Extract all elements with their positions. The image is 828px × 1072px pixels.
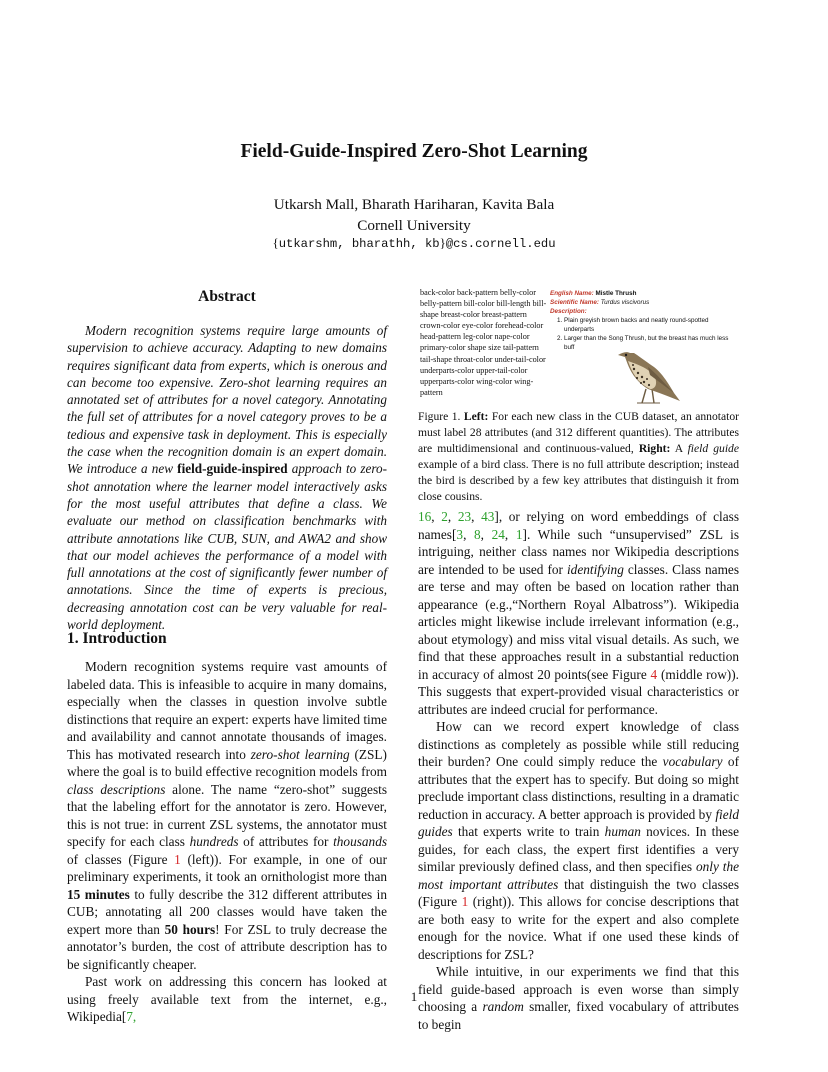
citation-link[interactable]: 2: [441, 509, 448, 524]
text-run: Past work on addressing this concern has looked at using freely available text from the internet, e.g., Wikipedia[: [67, 974, 387, 1024]
emphasis: field guides: [418, 806, 739, 839]
email-brace-close: }: [439, 235, 446, 250]
text-run: ! For ZSL to truly decrease the annotator’s burden, the cost of attribute description has to be significantly cheaper.: [67, 921, 387, 972]
english-name-label: English Name:: [550, 290, 594, 297]
emphasis: only the most important attributes: [418, 859, 739, 892]
description-item: 2. Larger than the Song Thrush, but the breast has much less buff: [564, 334, 740, 352]
email-names: utkarshm, bharathh, kb: [278, 237, 440, 251]
caption-right-text: A: [670, 442, 688, 455]
abstract-text-1: Modern recognition systems require large amounts of supervision to achieve accuracy. Adapting to new domains requires significant data from experts, which is onerous and can become too expensive. Zero-shot learning requires an annotated set of attributes for a novel category. Annotating the full set of attributes for a novel category proves to be a tedious and expensive task in deployment. This is especially the case when the recognition domain is an expert domain. We introduce a new: [67, 323, 387, 477]
thrush-bird-illustration: [608, 339, 683, 407]
abstract-heading: Abstract: [198, 288, 256, 305]
right-paragraph-2: [418, 718, 739, 963]
text-run: that experts write to train: [452, 824, 605, 839]
abstract-body: [67, 322, 387, 633]
text-run: alone. The name “zero-shot” suggests that the labeling effort for the annotator is zero. However, this is not true: in current ZSL systems, the annotator must specify for each class: [67, 781, 387, 849]
text-run: (middle row)). This suggests that expert-provided visual characteristics or attributes are indeed crucial for performance.: [418, 666, 739, 717]
text-run: (right)). This allows for concise descriptions that are both easy to write for the expert and also complete enough for the novice. What if one used these kinds of descriptions for ZSL?: [418, 894, 739, 962]
figure-1-caption: [418, 409, 739, 505]
paper-title: Field-Guide-Inspired Zero-Shot Learning: [240, 141, 588, 162]
caption-right-label: Right:: [638, 442, 671, 455]
figure-1: [418, 287, 740, 409]
text-run: While intuitive, in our experiments we find that this field guide-based approach is even worse than simply choosing a: [418, 964, 739, 1014]
abstract-text-2: approach to zero-shot annotation where the learner model interactively asks for the most useful attributes that define a class. We evaluate our method on classification benchmarks with attribute annotations like CUB, SUN, and AWA2 and show that our model achieves the performance of a model with full annotations at the cost of significantly fewer number of annotations. Since the time of experts is precious, decreasing annotation cost can be very valuable for real-world deployment.: [67, 461, 387, 633]
emphasis: zero-shot learning: [250, 746, 350, 762]
caption-right-text: example of a bird class. There is no full attribute description; instead the bird is described by a few key attributes that distinguish it from close cousins.: [418, 458, 739, 503]
scientific-name-value: Turdus viscivorus: [600, 299, 650, 306]
english-name-value: Mistle Thrush: [595, 290, 637, 297]
emphasis: human: [604, 824, 641, 839]
text-run: (left)). For example, in one of our preliminary experiments, it took an ornithologist more than: [67, 851, 387, 884]
attribute-list: back-color back-pattern belly-color belly-pattern bill-color bill-length bill-shape breast-color breast-pattern crown-color eye-color forehead-color head-pattern leg-color nape-color primary-color shape size tail-pattern tail-shape throat-color under-tail-color underparts-color upper-tail-color upperparts-color wing-color wing-pattern: [420, 288, 547, 397]
page-number: 1: [410, 989, 418, 1004]
author-names: Utkarsh Mall, Bharath Hariharan, Kavita Bala: [273, 196, 555, 213]
citation-link[interactable]: 24: [491, 526, 505, 542]
text-run: of attributes that the expert has to specify. But doing so might preclude important class distinctions, resulting in a dramatic reduction in accuracy. A better approach is provided by: [418, 754, 739, 822]
author-block: [0, 195, 828, 236]
emphasis: hundreds: [189, 834, 239, 849]
intro-paragraph-1: [67, 658, 387, 973]
caption-emphasis: field guide: [687, 442, 739, 455]
right-paragraph-1: 16, 2, 23, 43], or relying on word embeddings of class names[3, 8, 24, 1]. While such “unsupervised” ZSL is intriguing, neither class names nor Wikipedia descriptions are intended to be used for identifying classes. Class names are terse and may often be based on location rather than appearance (e.g.,“Northern Royal Albatross”). Wikipedia articles might likewise include irrelevant information (e.g., about etymology) and miss vital visual details. As such, we find that these approaches result in a substantial reduction in accuracy of almost 20 points(see Figure 4 (middle row)). This suggests that expert-provided visual characteristics or attributes are indeed crucial for performance.: [418, 509, 740, 717]
caption-left-text: For each new class in the CUB dataset, an annotator must label 28 attributes (and 312 different quantities). The attributes are multidimensional and continuous-valued,: [418, 410, 739, 455]
emphasis: class descriptions: [67, 781, 166, 797]
text-run: that distinguish the two classes (Figure: [418, 876, 740, 909]
text-run: to fully describe the 312 different attributes in CUB; annotating all 200 classes would have taken the expert more than: [67, 886, 387, 937]
text-run: smaller, fixed vocabulary of attributes to begin: [418, 999, 739, 1032]
introduction-body: [67, 658, 387, 1026]
section-heading-introduction: 1. Introduction: [67, 630, 167, 647]
emphasis: vocabulary: [662, 754, 723, 769]
figure-ref-link[interactable]: 1: [174, 851, 181, 867]
text-run: ], or relying on word embeddings of class names[: [418, 509, 740, 542]
figure-ref-link[interactable]: 4: [650, 666, 658, 682]
emphasis: random: [482, 999, 524, 1014]
email-brace-open: {: [272, 235, 279, 250]
affiliation: Cornell University: [357, 216, 471, 234]
text-run: How can we record expert knowledge of class distinctions as completely as possible while still reducing their burden? One could simply reduce the: [418, 719, 739, 769]
bold-text: 15 minutes: [67, 886, 130, 902]
emphasis: thousands: [333, 834, 388, 849]
caption-prefix: Figure 1.: [418, 410, 464, 423]
citation-link[interactable]: 1: [515, 526, 523, 542]
email-domain: @cs.cornell.edu: [445, 237, 556, 251]
text-run: (ZSL) where the goal is to build effective recognition models from: [67, 746, 387, 779]
bold-text: 50 hours: [164, 921, 216, 937]
email-line: [0, 235, 828, 251]
text-run: of attributes for: [238, 834, 334, 849]
scientific-name-label: Scientific Name:: [550, 299, 599, 306]
right-column-body: [418, 508, 739, 1033]
text-run: ]. While such “unsupervised” ZSL is intriguing, neither class names nor Wikipedia descriptions are intended to be used for: [418, 526, 739, 577]
text-run: classes. Class names are terse and may often be based on location rather than appearance (e.g.,“Northern Royal Albatross”). Wikipedia articles might likewise include irrelevant information (e.g., about etymology) and miss vital visual details. As such, we find that these approaches result in a substantial reduction in accuracy of almost 20 points(see Figure: [418, 561, 739, 682]
citation-link[interactable]: 3: [456, 526, 464, 542]
citation-link[interactable]: 23: [457, 509, 472, 524]
abstract-bold: field-guide-inspired: [177, 461, 288, 477]
caption-left-label: Left:: [463, 410, 489, 423]
description-label: Description:: [550, 308, 587, 315]
text-run: novices. In these guides, for each class, the expert first identifies a very similar previously defined class, and then specifies: [418, 824, 740, 874]
text-run: of classes (Figure: [67, 851, 175, 867]
emphasis: identifying: [566, 561, 624, 577]
description-item: 1. Plain greyish brown backs and neatly round-spotted underparts: [564, 316, 740, 334]
citation-link[interactable]: 7,: [126, 1009, 137, 1024]
citation-link[interactable]: 43: [481, 509, 495, 524]
text-run: Modern recognition systems require vast amounts of labeled data. This is infeasible to acquire in many domains, especially when the classes in question involve subtle distinctions that require an expert: experts have limited time and availability and cannot annotate thousands of images. This has motivated research into: [67, 659, 387, 762]
citation-link[interactable]: 16: [418, 509, 432, 524]
citation-link[interactable]: 8: [474, 526, 481, 542]
figure-ref-link[interactable]: 1: [461, 894, 469, 909]
